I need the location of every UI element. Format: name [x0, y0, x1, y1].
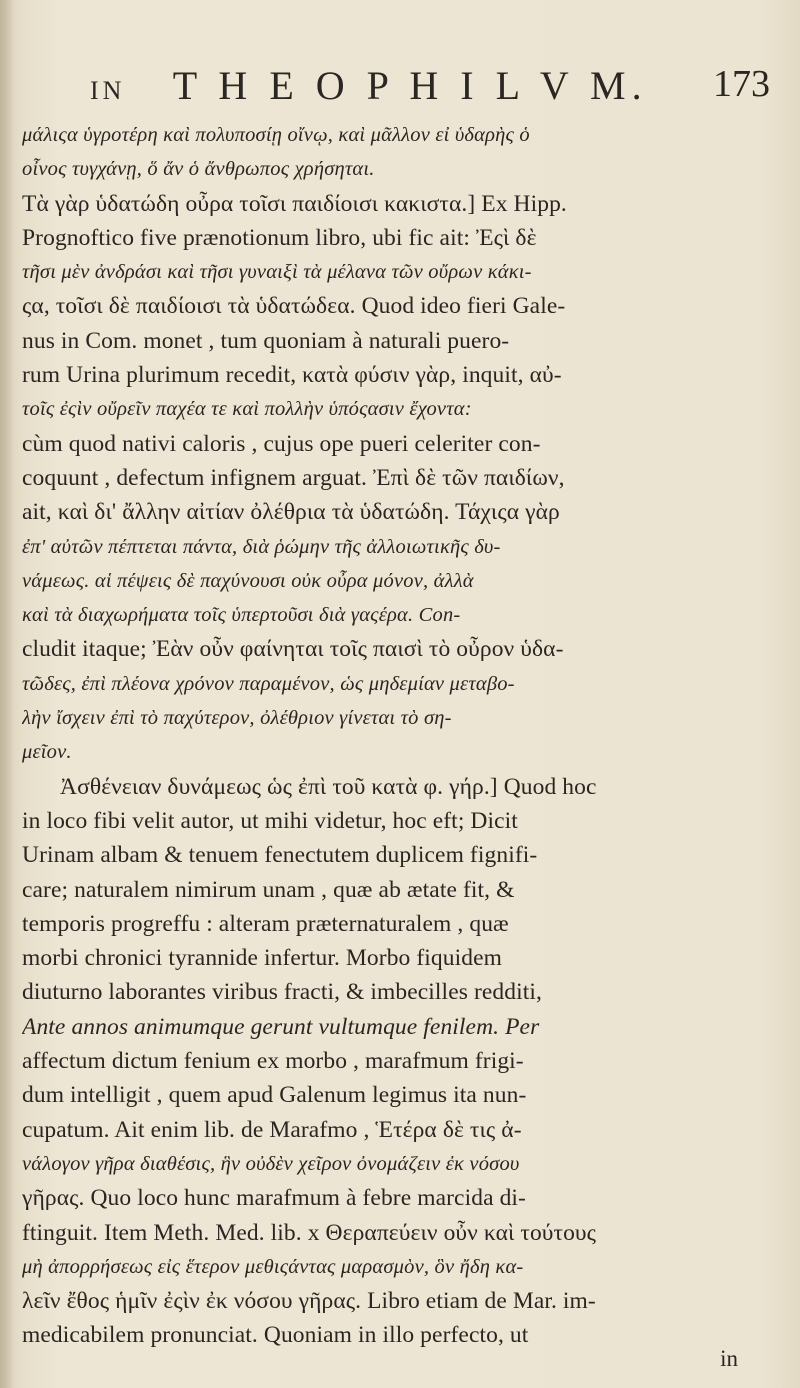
running-head-title: T H E O P H I L V M. [172, 63, 648, 108]
text-line: γῆρας. Quo loco hunc marafmum à febre marcida di- [22, 1185, 526, 1212]
text-line: οἶνος τυγχάνῃ, ὅ ἄν ὁ ἄνθρωπος χρήσηται. [22, 158, 375, 181]
text-line: dum intelligit , quem apud Galenum legimus ita nun- [22, 1082, 527, 1109]
text-line: Τὰ γὰρ ὑδατώδη οὖρα τοῖσι παιδίοισι κακιστα.] Ex Hipp. [22, 190, 567, 217]
text-line: rum Urina plurimum recedit, κατὰ φύσιν γὰρ, inquit, αὐ- [22, 362, 562, 389]
text-line: μὴ ἀπορρήσεως εἰς ἕτερον μεθιςάντας μαρασμὸν, ὃν ἤδη κα- [22, 1255, 524, 1278]
text-line: care; naturalem nimirum unam , quæ ab ætate fit, & [22, 876, 515, 903]
text-line: ait, καὶ δι' ἄλλην αἰτίαν ὀλέθρια τὰ ὑδατώδη. Τάχιςα γὰρ [22, 499, 560, 526]
text-line: τῶδες, ἐπὶ πλέονα χρόνον παραμένον, ὡς μηδεμίαν μεταβο- [22, 672, 515, 695]
text-line: cupatum. Ait enim lib. de Marafmo , Ἑτέρα δὲ τις ἀ- [22, 1116, 522, 1143]
text-line: μεῖον. [22, 741, 72, 764]
page-gutter-shadow [0, 0, 14, 1388]
catchword: in [720, 1346, 738, 1371]
text-line: morbi chronici tyrannide infertur. Morbo fiquidem [22, 945, 503, 972]
text-line: nus in Com. monet , tum quoniam à naturali puero- [22, 327, 510, 354]
page-number: 173 [713, 63, 770, 105]
text-line: cludit itaque; Ἐὰν οὖν φαίνηται τοῖς παισὶ τὸ οὖρον ὑδα- [22, 636, 564, 663]
body-text [22, 118, 782, 1353]
text-line: temporis progreffu : alteram præternaturalem , quæ [22, 910, 509, 937]
text-line: Prognoftico five prænotionum libro, ubi fic ait: Ἐςὶ δὲ [22, 224, 537, 251]
text-line: diuturno laborantes viribus fracti, & imbecilles redditi, [22, 979, 542, 1006]
text-line: νάμεως. αἱ πέψεις δὲ παχύνουσι οὐκ οὖρα μόνον, ἀλλὰ [22, 569, 474, 592]
text-line: ftinguit. Item Meth. Med. lib. x Θεραπεύειν οὖν καὶ τούτους [22, 1219, 597, 1246]
text-line: Ἀσθένειαν δυνάμεως ὡς ἐπὶ τοῦ κατὰ φ. γήρ.] Quod hoc [60, 773, 597, 800]
text-line: medicabilem pronunciat. Quoniam in illo perfecto, ut [22, 1322, 529, 1349]
text-line: ἐπ' αὐτῶν πέπτεται πάντα, διὰ ῥώμην τῆς ἀλλοιωτικῆς δυ- [22, 535, 501, 558]
page-header [0, 62, 800, 112]
text-line: cùm quod nativi caloris , cujus ope pueri celeriter con- [22, 430, 541, 457]
text-line: Urinam albam & tenuem fenectutem duplicem fignifi- [22, 842, 538, 869]
text-line: τῆσι μὲν ἀνδράσι καὶ τῆσι γυναιξὶ τὰ μέλανα τῶν οὔρων κάκι- [22, 261, 532, 284]
running-head-prefix: IN [90, 76, 126, 105]
running-head [90, 62, 648, 109]
text-line: ςα, τοῖσι δὲ παιδίοισι τὰ ὑδατώδεα. Quod ideo fieri Gale- [22, 293, 566, 320]
text-line: μάλιςα ὑγροτέρη καὶ πολυποσίῃ οἴνῳ, καὶ μᾶλλον εἰ ὑδαρὴς ὁ [22, 124, 530, 146]
text-line: καὶ τὰ διαχωρήματα τοῖς ὑπερτοῦσι διὰ γαςέρα. Con- [22, 604, 461, 627]
text-line: Ante annos animumque gerunt vultumque fenilem. Per [22, 1013, 540, 1040]
text-line: λὴν ἴσχειν ἐπὶ τὸ παχύτερον, ὀλέθριον γίνεται τὸ ση- [22, 707, 452, 730]
text-line: νάλογον γῆρα διαθέσις, ἣν οὐδὲν χεῖρον ὀνομάζειν ἐκ νόσου [22, 1152, 520, 1175]
text-line: τοῖς ἐςὶν οὔρεῖν παχέα τε καὶ πολλὴν ὑπόςασιν ἔχοντα: [22, 398, 472, 421]
text-line: λεῖν ἔθος ἡμῖν ἐςὶν ἐκ νόσου γῆρας. Libro etiam de Mar. im- [22, 1288, 596, 1315]
text-line: coquunt , defectum infignem arguat. Ἐπὶ δὲ τῶν παιδίων, [22, 464, 565, 491]
text-line: affectum dictum fenium ex morbo , marafmum frigi- [22, 1048, 524, 1075]
text-line: in loco fibi velit autor, ut mihi videtur, hoc eft; Dicit [22, 807, 518, 834]
